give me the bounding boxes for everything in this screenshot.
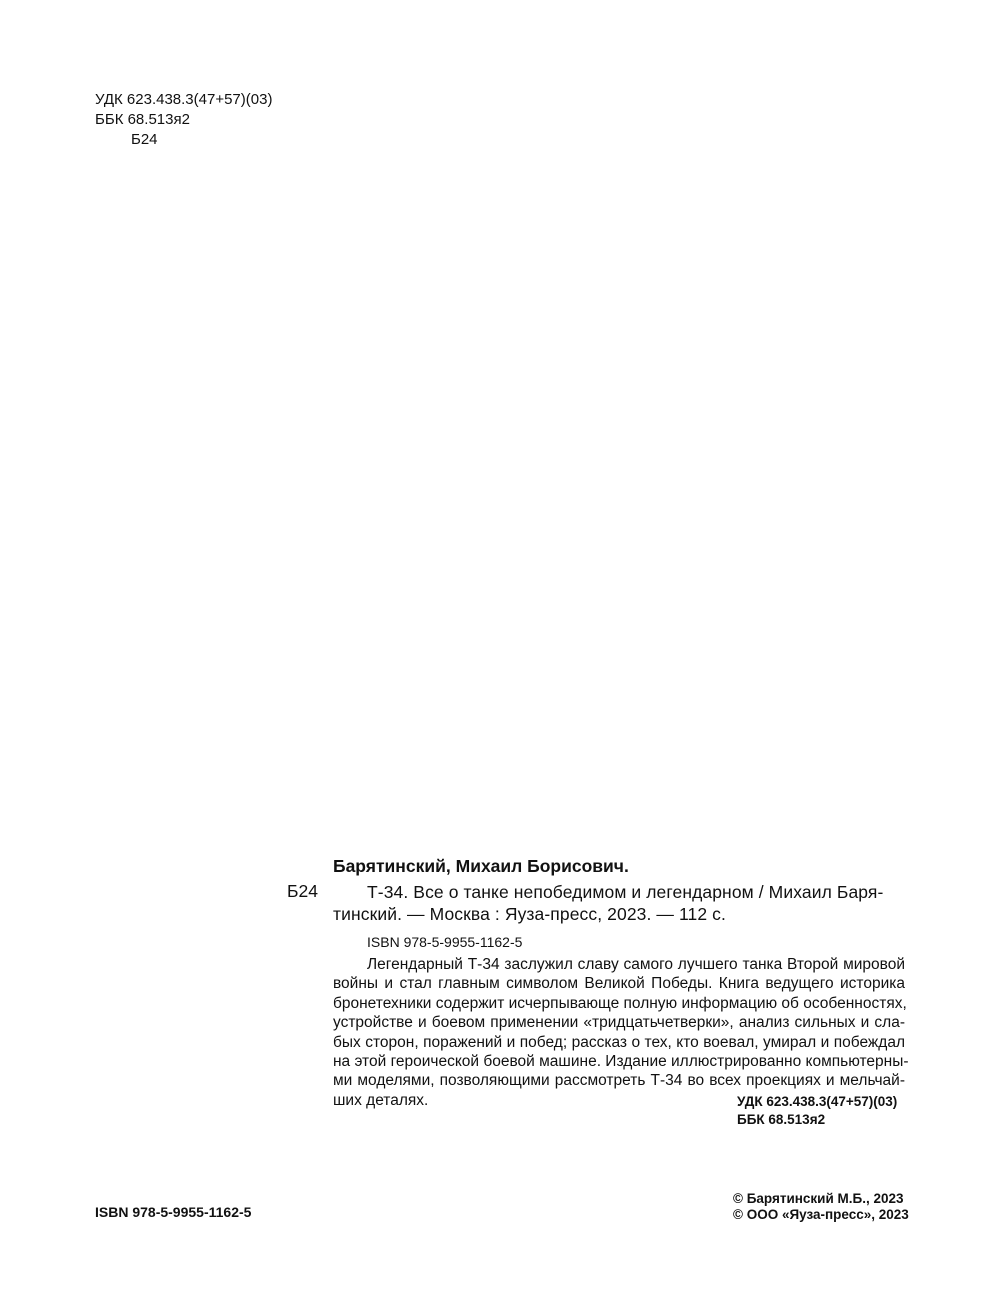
card-author: Барятинский, Михаил Борисович. [333, 856, 629, 876]
annotation-line: войны и стал главным символом Великой Победы. Книга ведущего историка [333, 975, 905, 993]
copyright-publisher: © ООО «Яуза-пресс», 2023 [733, 1207, 909, 1222]
bib-line-1: Т-34. Все о танке непобедимом и легендарном / Михаил Баря- [367, 882, 884, 902]
bib-line-2: тинский. — Москва : Яуза-пресс, 2023. — 112 с. [333, 904, 726, 924]
annotation-line: устройстве и боевом применении «тридцатьчетверки», анализ сильных и сла- [333, 1014, 905, 1032]
card-author-mark: Б24 [287, 881, 318, 901]
copyright-author: © Барятинский М.Б., 2023 [733, 1191, 904, 1206]
card-isbn: ISBN 978-5-9955-1162-5 [367, 934, 523, 950]
annotation [333, 955, 909, 1110]
isbn-bottom: ISBN 978-5-9955-1162-5 [95, 1204, 252, 1220]
card-udk: УДК 623.438.3(47+57)(03) [737, 1094, 898, 1109]
bbk-code: ББК 68.513я2 [95, 111, 190, 128]
annotation-line: бронетехники содержит исчерпывающе полную информацию об особенностях, [333, 994, 907, 1012]
author-mark: Б24 [131, 131, 158, 148]
annotation-line: Легендарный Т-34 заслужил славу самого лучшего танка Второй мировой [367, 956, 905, 973]
card-classification [737, 1093, 897, 1129]
annotation-line: ших деталях. [333, 1091, 429, 1109]
annotation-line: бых сторон, поражений и побед; рассказ о тех, кто воевал, умирал и побеждал [333, 1033, 905, 1051]
annotation-line: ми моделями, позволяющими рассмотреть Т-34 во всех проекциях и мельчай- [333, 1072, 905, 1090]
udk-code: УДК 623.438.3(47+57)(03) [95, 91, 273, 108]
bibliographic-description [333, 881, 905, 925]
classification-block [95, 90, 272, 150]
annotation-line: на этой героической боевой машине. Издание иллюстрированно компьютерны- [333, 1053, 909, 1071]
card-bbk: ББК 68.513я2 [737, 1112, 826, 1127]
copyright-block [733, 1191, 909, 1223]
